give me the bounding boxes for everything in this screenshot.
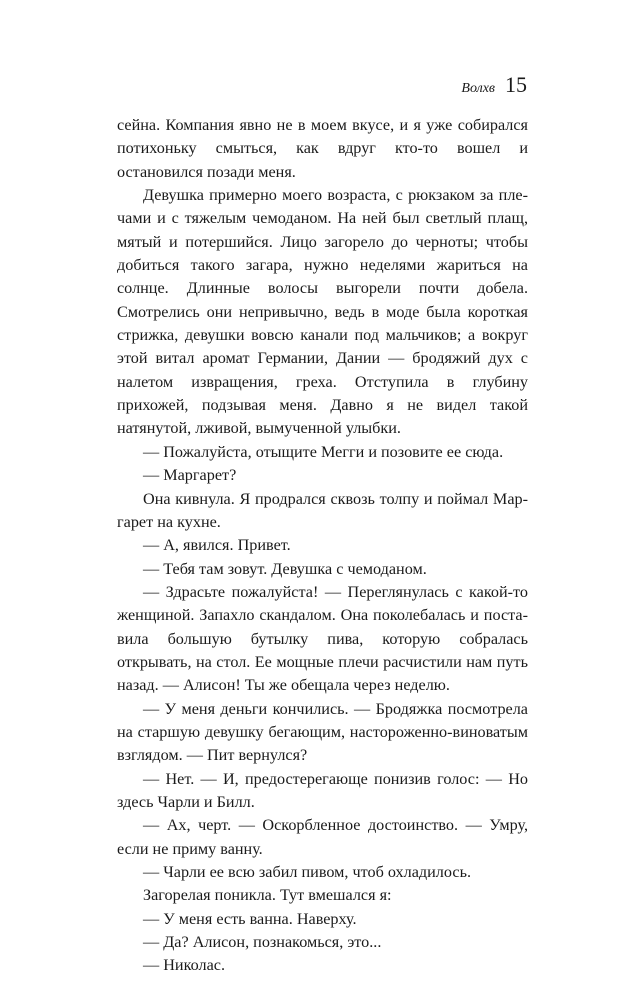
paragraph: — У меня есть ванна. Наверху. [143, 909, 357, 928]
paragraph: — А, явился. Привет. [143, 536, 291, 555]
paragraph: — Здрасьте пожалуйста! — Переглянулась с какой-то женщиной. Запахло скандалом. Она поколебалась и поставила большую бутылку пива, которую собралась открывать, на стол. Ее мощные плечи расчистили нам путь назад. — Алисон! Ты же обещала через неделю. [117, 582, 528, 695]
running-header [461, 72, 527, 98]
paragraph: сейна. Компания явно не в моем вкусе, и я уже собирался потихоньку смыться, как вдруг кто-то вошел и остановился позади меня. [117, 116, 528, 181]
paragraph: — У меня деньги кончились. — Бродяжка посмотрела на старшую девушку бегающим, настороженно-виноватым взглядом. — Пит вернулся? [117, 699, 528, 765]
paragraph: — Ах, черт. — Оскорбленное достоинство. — Умру, если не приму ванну. [117, 816, 528, 858]
paragraph: — Да? Алисон, познакомься, это... [143, 933, 382, 952]
paragraph: — Маргарет? [143, 466, 237, 485]
paragraph: — Тебя там зовут. Девушка с чемоданом. [143, 559, 427, 578]
paragraph: — Чарли ее всю забил пивом, чтоб охладилось. [143, 863, 471, 881]
paragraph: — Нет. — И, предостерегающе понизив голос: — Но здесь Чарли и Билл. [117, 769, 528, 811]
paragraph: Девушка примерно моего возраста, с рюкзаком за плечами и с тяжелым чемоданом. На ней был светлый плащ, мятый и потершийся. Лицо загорело до черноты; чтобы добиться такого загара, нужно неделями жариться на солнце. Длинные волосы выгорели почти добела. Смотрелись они непривычно, ведь в моде была короткая стрижка, девушки вовсю канали под мальчиков; а вокруг этой витал аромат Германии, Дании — бродяжий дух с налетом извращения, греха. Отступила в глубину прихожей, подзывая меня. Давно я не видел такой натянутой, лживой, вымученной улыбки. [117, 186, 528, 438]
body-text [117, 114, 528, 978]
paragraph: Она кивнула. Я продрался сквозь толпу и поймал Маргарет на кухне. [117, 489, 528, 531]
page-number: 15 [505, 72, 527, 97]
book-title: Волхв [461, 81, 495, 96]
paragraph: Загорелая поникла. Тут вмешался я: [143, 886, 392, 905]
paragraph: — Николас. [143, 956, 226, 975]
paragraph: — Пожалуйста, отыщите Мегги и позовите ее сюда. [143, 442, 504, 461]
